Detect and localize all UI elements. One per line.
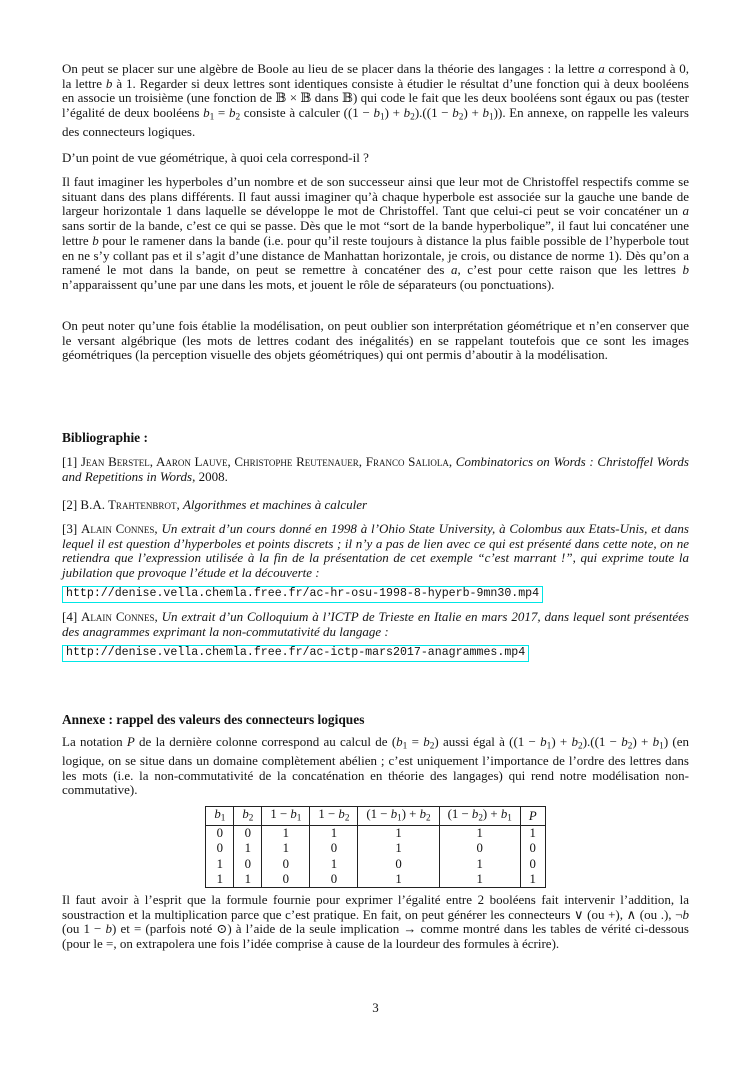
paragraph-hyperboles (62, 175, 689, 293)
text-segment: P (126, 734, 135, 749)
paragraph-geometric-question (62, 151, 689, 166)
truth-table-cell: 0 (310, 841, 358, 856)
truth-table-cell: 0 (439, 841, 520, 856)
text-segment: 1 (507, 812, 512, 823)
text-segment: b (682, 262, 689, 278)
truth-table-cell: 0 (520, 841, 545, 856)
text-segment: (1 − (447, 807, 472, 821)
text-segment: Combinatorics on Words : Christoffel Words and Repetitions in Words (62, 454, 689, 484)
paragraph-boole-intro (62, 62, 689, 140)
text-segment: 2 (429, 741, 435, 752)
text-segment: b (423, 734, 430, 749)
text-segment: 2 (410, 112, 415, 123)
text-segment: b (482, 105, 489, 121)
truth-table-header-cell (310, 807, 358, 826)
text-segment: , c’est pour cette raison que les lettres (457, 262, 683, 278)
truth-table-row (206, 826, 545, 842)
truth-table-row (206, 872, 545, 888)
text-segment: b (500, 807, 508, 821)
truth-table-cell: 1 (310, 826, 358, 842)
truth-table-header-cell (439, 807, 520, 826)
text-segment: de la dernière colonne correspond au calcul de ( (134, 734, 397, 749)
text-segment: b (228, 105, 236, 121)
text-segment: b (621, 734, 628, 749)
bib-entry-1 (62, 455, 689, 484)
bib-entry-4-link-line (62, 642, 529, 662)
truth-table-wrap (62, 806, 689, 888)
text-segment: b (540, 734, 547, 749)
text-segment: 2 (235, 112, 241, 123)
truth-table-cell: 0 (206, 826, 234, 842)
text-segment: Il faut imaginer les hyperboles d’un nombre et de son successeur ainsi que leur mot de Christoffel respectifs comme se situant dans des plans différents. Il faut aussi imaginer qu’à chaque hyperbole est associée sur la gauche une bande de largeur horizontale 1 dans laquelle se développe le mot de Christoffel. Tant que celui-ci peut se voir concaténer un (62, 174, 689, 219)
text-segment: 1 (488, 112, 494, 123)
text-segment: b (290, 807, 297, 821)
paragraph-notation-p (62, 735, 689, 798)
truth-table-cell: 0 (520, 857, 545, 872)
truth-table-row (206, 857, 545, 872)
text-segment: D’un point de vue géométrique, à quoi cela correspond-il ? (62, 150, 369, 165)
truth-table-cell: 0 (310, 872, 358, 888)
text-segment: , (154, 521, 162, 536)
text-segment: b (338, 807, 345, 821)
text-segment: = (214, 105, 229, 121)
text-segment: On peut se placer sur une algèbre de Boole au lieu de se placer dans la théorie des langages : la lettre (62, 61, 599, 76)
text-segment: (ou 1 − (62, 921, 106, 937)
truth-table-cell: 1 (520, 872, 545, 888)
text-segment: [3] (62, 521, 81, 536)
truth-table-cell: 1 (358, 841, 439, 856)
text-segment: [4] (62, 609, 82, 624)
text-segment: a (682, 203, 689, 219)
text-segment: 1 (402, 741, 408, 752)
text-segment: 1 (220, 812, 226, 823)
text-segment: ) + (463, 105, 483, 121)
text-segment: 2 (458, 112, 464, 123)
text-segment: (1 − (366, 807, 391, 821)
text-segment: , 2008. (192, 468, 228, 484)
truth-table-cell: 0 (206, 841, 234, 856)
truth-table-cell: 1 (234, 841, 262, 856)
text-segment: 1 (397, 812, 402, 823)
text-segment: B.A. Trahtenbrot (80, 497, 177, 512)
text-segment: sans sortir de la bande, c’est ce qui se passe. Dès que le mot “sort de la bande hyperbolique”, il faut lui concaténer une lettre (62, 218, 689, 248)
text-segment: consiste à calculer ((1 − (240, 105, 374, 121)
text-segment: 2 (426, 812, 431, 823)
text-segment: b (471, 807, 479, 821)
text-segment: correspond à 0, la lettre (62, 61, 690, 91)
truth-table-cell: 0 (262, 872, 310, 888)
text-segment: 1 − (318, 807, 339, 821)
text-segment: b (373, 105, 380, 121)
annexe-heading: Annexe : rappel des valeurs des connecteurs logiques (62, 712, 365, 727)
text-segment: b (652, 734, 660, 749)
truth-table-header-cell (234, 807, 262, 826)
truth-table-cell: 1 (358, 826, 439, 842)
text-segment: ) (en logique, on se situe dans un domaine complètement abélien ; c’est uniquement l’importance de l’ordre des lettres dans les mots (i.e. la non-commutativité de la concaténation en théorie des langages) qui rend notre modélisation non-commutative). (62, 734, 689, 798)
text-segment: ) + (632, 734, 653, 749)
text-segment: b (452, 105, 459, 121)
text-segment: 1 (659, 741, 664, 752)
text-segment: b (571, 734, 579, 749)
text-segment: pour le ramener dans la bande (i.e. pour qu’il reste toujours à distance la plus faible possible de l’hyperbole tout en ne s’y collant pas et il s’agit d’une distance de Manhattan horizontale, je crois, ou distance de norme 1). Dès qu’on a ramené le mot dans la bande, on peut se remettre à concaténer des (62, 232, 689, 278)
text-segment: Jean Berstel, Aaron Lauve, Christophe Reutenauer, Franco Saliola (80, 454, 449, 469)
text-segment: b (92, 232, 99, 248)
truth-table-cell: 0 (358, 857, 439, 872)
paragraph-modelisation (62, 319, 689, 363)
text-segment: a (598, 61, 605, 76)
truth-table-cell: 1 (439, 872, 520, 888)
text-segment: b (105, 921, 113, 937)
bib-entry-2 (62, 498, 689, 513)
text-segment: 1 (296, 812, 302, 823)
text-segment: ) + (551, 734, 572, 749)
truth-table-cell: 0 (234, 857, 262, 872)
text-segment: 2 (478, 812, 483, 823)
truth-table-cell: 1 (206, 857, 234, 872)
text-segment: , (448, 454, 456, 469)
text-segment: 1 (546, 741, 552, 752)
bib-entry-4 (62, 610, 689, 639)
text-segment: Algorithmes et machines à calculer (182, 497, 368, 512)
truth-table-cell: 1 (234, 872, 262, 888)
text-segment: b (105, 75, 113, 91)
text-segment: b (214, 807, 221, 821)
truth-table-cell: 1 (520, 826, 545, 842)
truth-table-cell: 1 (358, 872, 439, 888)
text-segment: b (242, 807, 249, 821)
text-segment: 2 (344, 812, 350, 823)
link-osu-video-url[interactable]: http://denise.vella.chemla.free.fr/ac-hr-osu-1998-8-hyperb-9mn30.mp4 (62, 586, 543, 603)
text-segment: [1] (62, 454, 81, 469)
truth-table-header-cell (206, 807, 234, 826)
truth-table-cell: 1 (310, 857, 358, 872)
text-segment: ).((1 − (414, 105, 453, 121)
text-segment: La notation (62, 734, 127, 749)
link-ictp-video-url[interactable]: http://denise.vella.chemla.free.fr/ac-ictp-mars2017-anagrammes.mp4 (62, 645, 529, 662)
truth-table-cell: 1 (206, 872, 234, 888)
text-segment: Alain Connes (81, 609, 155, 624)
truth-table-cell: 0 (234, 826, 262, 842)
paragraph-connecteurs (62, 893, 689, 952)
page-number: 3 (372, 1000, 379, 1015)
bibliography-heading: Bibliographie : (62, 430, 148, 445)
text-segment: Un extrait d’un cours donné en 1998 à l’Ohio State University, à Colombus aux Etats-Unis, et dans lequel il est question d’hyperboles et points discrets ; il n’y a pas de lien avec ce qui est présenté dans cette note, on ne retiendra que l’expression utilisée à la fin de la présentation de cet exemple “c’est marrant !”, qui exprime toute la jubilation que provoque l’étude et la découverte : (62, 521, 689, 581)
text-segment: 2 (627, 741, 633, 752)
text-segment: a (450, 262, 458, 278)
text-segment: b (396, 734, 403, 749)
truth-table-header-cell (520, 807, 545, 826)
text-segment: On peut noter qu’une fois établie la modélisation, on peut oublier son interprétation géométrique et n’en conserver que le versant algébrique (les mots de lettres codant des inégalités) en se rappelant toutefois que ce sont les images géométriques (la perception visuelle des objets géométriques) qui ont permis d’aboutir à la modélisation. (62, 318, 689, 363)
text-segment: 2 (578, 741, 583, 752)
text-segment: ) aussi égal à ((1 − (434, 734, 541, 749)
text-segment: Il faut avoir à l’esprit que la formule fournie pour exprimer l’égalité entre 2 booléens fait intervenir l’addition, la soustraction et la multiplication parce que c’est pratique. En fait, on peut générer les connecteurs ∨ (ou +), ∧ (ou .), ¬ (62, 892, 689, 922)
text-segment: Alain Connes (80, 521, 155, 536)
truth-table-header-cell (358, 807, 439, 826)
truth-table-cell: 1 (439, 857, 520, 872)
text-segment: 1 − (270, 807, 291, 821)
text-segment: b (203, 105, 210, 121)
text-segment: à 1. Regarder si deux lettres sont identiques consiste à étudier le résultat d’une fonction qui à deux booléens en associe un troisième (une fonction de 𝔹 × 𝔹 dans 𝔹) qui code le fait que les deux booléens sont égaux ou pas (tester l’égalité de deux booléens (62, 75, 689, 121)
text-segment: n’apparaissent qu’une par une dans les mots, et jouent le rôle de séparateurs (ou ponctuations). (62, 276, 555, 292)
truth-table-cell: 1 (439, 826, 520, 842)
text-segment: , (176, 497, 183, 512)
text-segment: [2] (62, 497, 81, 512)
text-segment: b (390, 807, 398, 821)
text-segment: b (682, 906, 689, 922)
text-segment: P (528, 808, 537, 823)
truth-table-cell: 0 (262, 857, 310, 872)
truth-table-row (206, 841, 545, 856)
text-segment: ).((1 − (582, 734, 622, 749)
text-segment: 2 (248, 812, 254, 823)
text-segment: b (419, 807, 427, 821)
truth-table-cell: 1 (262, 841, 310, 856)
truth-table-header-cell (262, 807, 310, 826)
text-segment: 1 (209, 112, 215, 123)
text-segment: ) + (401, 807, 420, 821)
text-segment: )). En annexe, on rappelle les valeurs des connecteurs logiques. (62, 105, 689, 140)
truth-table-cell: 1 (262, 826, 310, 842)
text-segment: = (407, 734, 424, 749)
text-segment: ) + (482, 807, 501, 821)
bib-entry-3 (62, 522, 689, 581)
bib-entry-3-link-line (62, 583, 543, 603)
text-segment: Un extrait d’un Colloquium à l’ICTP de Trieste en Italie en mars 2017, dans lequel sont présentées des anagrammes exprimant la non-commutativité du langage : (62, 609, 689, 639)
text-segment: 1 (379, 112, 385, 123)
text-segment: b (403, 105, 411, 121)
truth-table (205, 806, 545, 888)
text-segment: , (154, 609, 162, 624)
text-segment: ) et = (parfois noté ⊙) à l’aide de la seule implication → comme montré dans les tables de vérité ci-dessous (pour le =, on extrapolera une fois l’idée comprise à cause de la lourdeur des formules à écrire). (62, 921, 689, 952)
text-segment: ) + (384, 105, 404, 121)
